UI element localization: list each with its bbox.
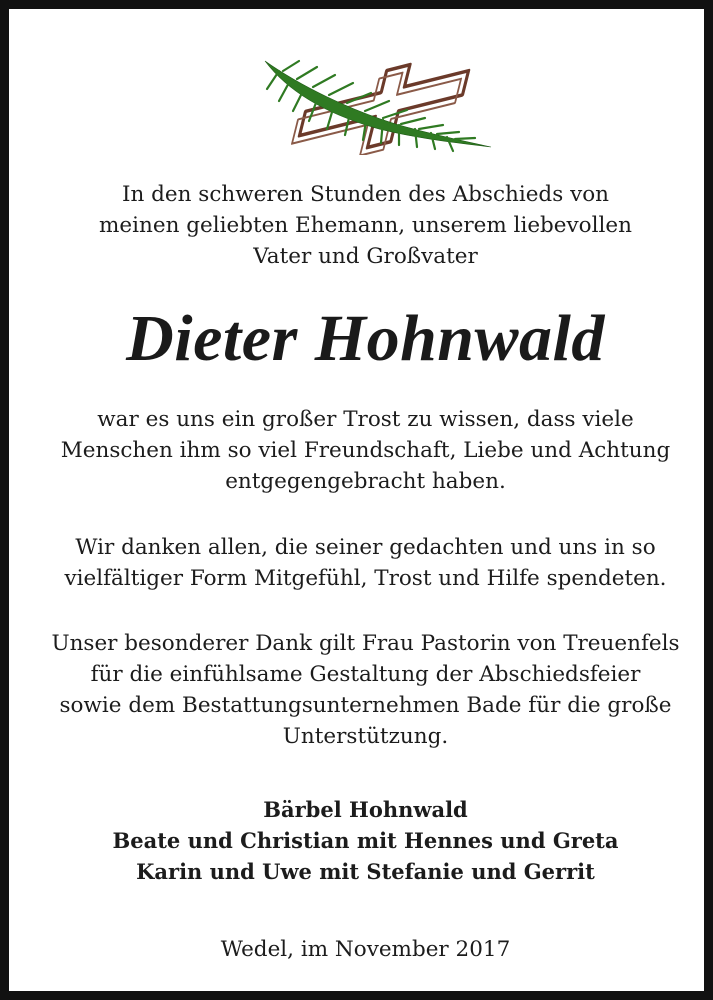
cross-with-palm-frond-icon xyxy=(259,55,519,155)
deceased-name: Dieter Hohnwald xyxy=(126,302,605,375)
mourners-list xyxy=(29,794,702,887)
intro-line: In den schweren Stunden des Abschieds von xyxy=(121,182,610,207)
paragraph-line: für die einfühlsame Gestaltung der Abschiedsfeier xyxy=(90,662,641,687)
paragraph-line: sowie dem Bestattungsunternehmen Bade für die große xyxy=(59,693,672,718)
gratitude-paragraph xyxy=(29,404,702,497)
paragraph-line: vielfältiger Form Mitgefühl, Trost und Hilfe spendeten. xyxy=(64,566,667,591)
paragraph-line: war es uns ein großer Trost zu wissen, dass viele xyxy=(97,407,634,432)
special-thanks-paragraph xyxy=(29,628,702,752)
place-and-date: Wedel, im November 2017 xyxy=(220,937,511,962)
mourner-name: Bärbel Hohnwald xyxy=(263,797,468,822)
intro-text xyxy=(29,179,702,272)
mourner-name: Karin und Uwe mit Stefanie und Gerrit xyxy=(136,859,595,884)
intro-line: Vater und Großvater xyxy=(253,244,478,269)
mourner-name: Beate und Christian mit Hennes und Greta xyxy=(112,828,619,853)
thanks-paragraph xyxy=(29,532,702,594)
intro-line: meinen geliebten Ehemann, unserem liebevollen xyxy=(99,213,632,238)
paragraph-line: Unterstützung. xyxy=(282,724,449,749)
paragraph-line: Wir danken allen, die seiner gedachten und uns in so xyxy=(75,535,656,560)
paragraph-line: entgegengebracht haben. xyxy=(225,469,506,494)
paragraph-line: Unser besonderer Dank gilt Frau Pastorin von Treuenfels xyxy=(51,631,680,656)
paragraph-line: Menschen ihm so viel Freundschaft, Liebe und Achtung xyxy=(60,438,671,463)
